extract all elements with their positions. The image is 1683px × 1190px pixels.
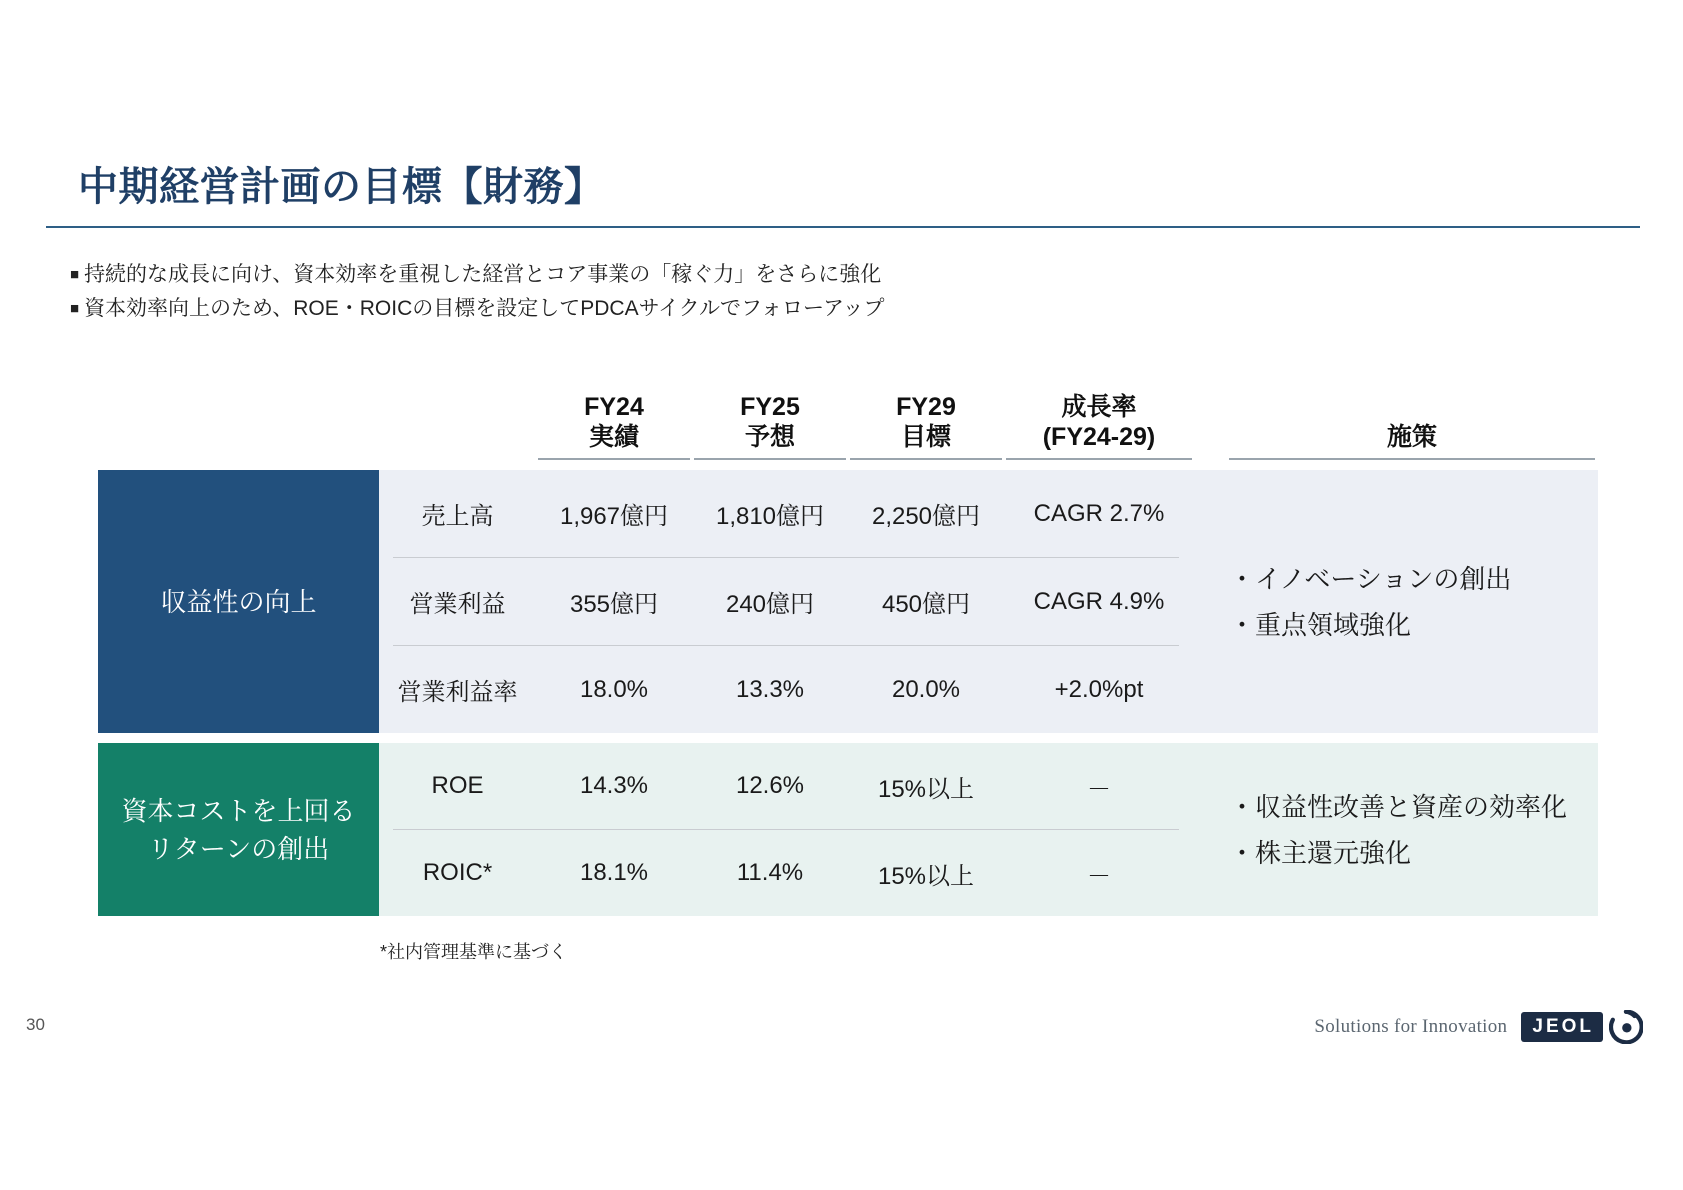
category-label-capital-return xyxy=(98,743,379,916)
swirl-icon xyxy=(1609,1010,1643,1044)
cell-growth: CAGR 2.7% xyxy=(1033,499,1165,527)
measures-profitability xyxy=(1189,470,1598,733)
column-header-fy24 xyxy=(538,392,690,460)
column-header-growth-line2: (FY24-29) xyxy=(1042,423,1156,451)
cell-fy25: 240億円 xyxy=(725,591,815,618)
footer-tagline: Solutions for Innovation xyxy=(1314,1016,1508,1037)
table-row xyxy=(379,558,1189,645)
cell-fy29: 450億円 xyxy=(881,591,971,618)
cell-growth: +2.0%pt xyxy=(1054,675,1144,703)
column-header-fy25 xyxy=(694,392,846,460)
cell-fy29: 2,250億円 xyxy=(871,503,981,530)
column-header-measures-label: 施策 xyxy=(1386,423,1437,451)
measure-item: ・イノベーションの創出 xyxy=(1229,563,1512,594)
cell-growth: － xyxy=(1087,775,1111,803)
bullet-list xyxy=(70,258,1270,326)
metric-label: ROE xyxy=(431,772,484,799)
measure-item: ・収益性改善と資産の効率化 xyxy=(1229,791,1568,822)
column-header-fy29-line1: FY29 xyxy=(896,393,956,421)
block-body-profitability xyxy=(379,470,1598,733)
list-item xyxy=(70,292,1270,326)
cell-fy24: 355億円 xyxy=(569,591,659,618)
cell-fy24: 18.0% xyxy=(579,675,649,703)
table-block-capital-return xyxy=(98,743,1598,916)
column-header-fy24-line1: FY24 xyxy=(584,393,644,421)
metric-label: 営業利益 xyxy=(409,591,506,618)
bullet-text: 持続的な成長に向け、資本効率を重視した経営とコア事業の「稼ぐ力」をさらに強化 xyxy=(84,263,882,286)
measure-item: ・重点領域強化 xyxy=(1229,609,1412,640)
table-row xyxy=(379,743,1189,829)
category-label-line1: 資本コストを上回る xyxy=(121,795,356,826)
cell-growth: － xyxy=(1087,862,1111,890)
table-row xyxy=(379,470,1189,557)
table-footnote: *社内管理基準に基づく xyxy=(380,942,568,962)
jeol-logo-text: JEOL xyxy=(1521,1012,1603,1042)
column-header-fy29-line2: 目標 xyxy=(900,423,951,451)
column-header-fy25-line1: FY25 xyxy=(740,393,800,421)
column-header-fy24-line2: 実績 xyxy=(588,423,639,451)
cell-fy25: 1,810億円 xyxy=(715,503,825,530)
bullet-text: 資本効率向上のため、ROE・ROICの目標を設定してPDCAサイクルでフォローアップ xyxy=(84,297,885,320)
page-title: 中期経営計画の目標【財務】 xyxy=(78,165,605,209)
column-header-measures xyxy=(1229,422,1595,460)
category-label-line2: リターンの創出 xyxy=(147,833,330,864)
cell-growth: CAGR 4.9% xyxy=(1033,587,1165,615)
list-item xyxy=(70,258,1270,292)
cell-fy24: 18.1% xyxy=(579,859,649,886)
cell-fy29: 15%以上 xyxy=(877,862,975,890)
block-body-capital-return xyxy=(379,743,1598,916)
measures-capital-return xyxy=(1189,743,1598,916)
cell-fy29: 15%以上 xyxy=(877,775,975,803)
cell-fy24: 1,967億円 xyxy=(559,503,669,530)
footer-brand xyxy=(1314,1010,1643,1044)
title-divider xyxy=(46,226,1640,228)
column-header-growth xyxy=(1006,392,1192,460)
column-header-fy25-line2: 予想 xyxy=(744,423,795,451)
cell-fy25: 11.4% xyxy=(736,859,804,886)
bullet-square-icon: ■ xyxy=(70,266,80,283)
column-header-growth-line1: 成長率 xyxy=(1061,393,1137,421)
measure-item: ・株主還元強化 xyxy=(1229,837,1412,868)
rows-area-profitability xyxy=(379,470,1189,733)
rows-area-capital-return xyxy=(379,743,1189,916)
table-row xyxy=(379,646,1189,733)
metric-label: ROIC* xyxy=(422,859,493,886)
table-row xyxy=(379,830,1189,916)
cell-fy25: 12.6% xyxy=(735,772,805,799)
jeol-logo xyxy=(1521,1010,1643,1044)
table-header-row xyxy=(98,378,1598,460)
column-header-fy29 xyxy=(850,392,1002,460)
cell-fy25: 13.3% xyxy=(735,675,805,703)
metric-label: 売上高 xyxy=(421,503,494,530)
page-number: 30 xyxy=(26,1015,45,1034)
table-block-profitability xyxy=(98,470,1598,733)
cell-fy24: 14.3% xyxy=(579,772,649,799)
financial-targets-table xyxy=(98,378,1598,916)
metric-label: 営業利益率 xyxy=(397,679,518,706)
bullet-square-icon: ■ xyxy=(70,300,80,317)
cell-fy29: 20.0% xyxy=(891,675,961,703)
category-label-profitability: 収益性の向上 xyxy=(98,470,379,733)
